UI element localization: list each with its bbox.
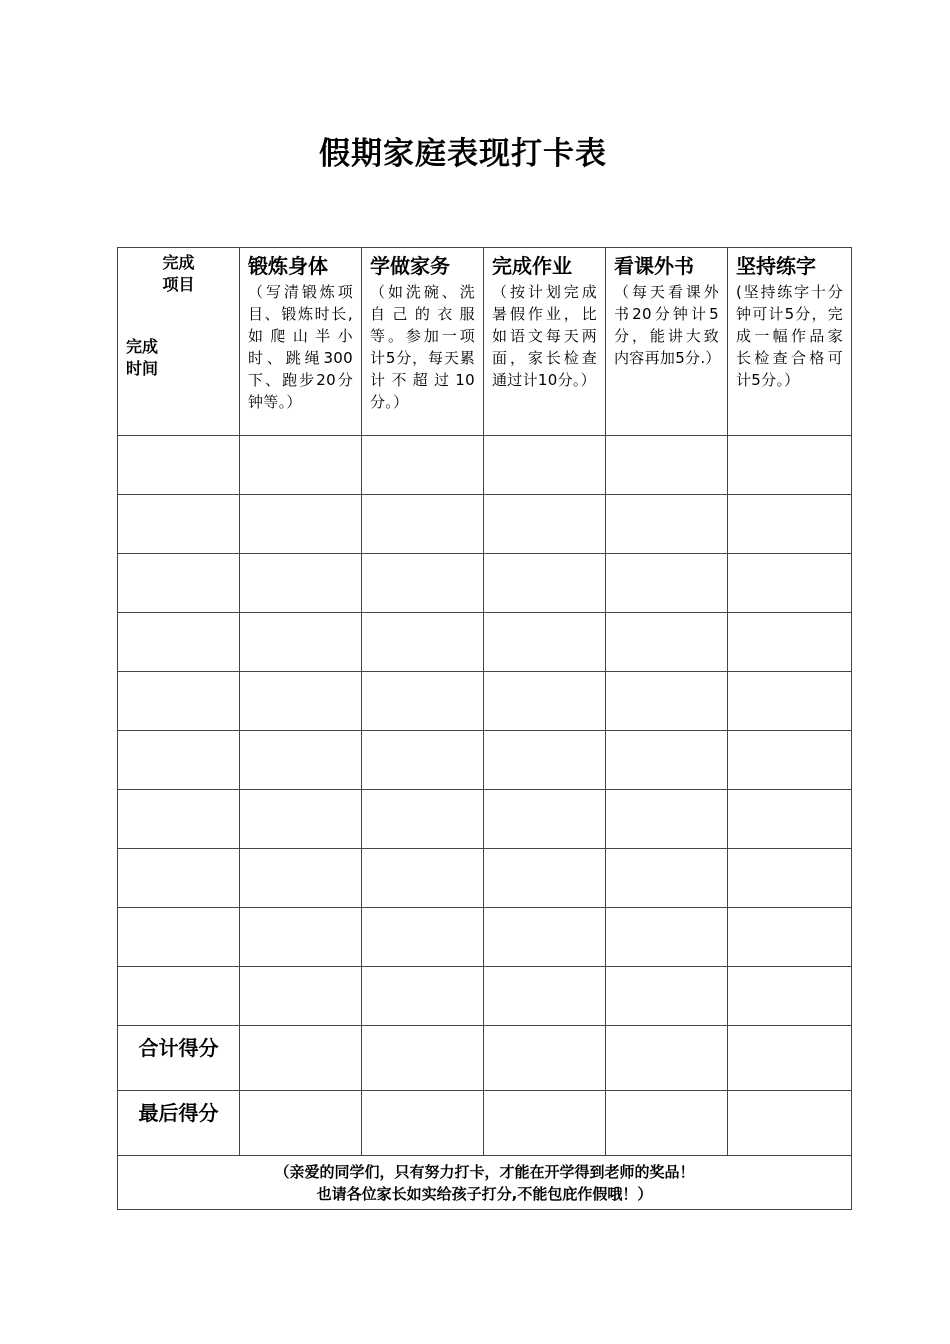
score-cell[interactable] [484,1026,606,1091]
check-in-cell[interactable] [728,908,852,967]
check-in-cell[interactable] [606,731,728,790]
table-header-row [118,248,852,436]
date-cell[interactable] [118,495,240,554]
check-in-cell[interactable] [606,554,728,613]
check-in-cell[interactable] [362,554,484,613]
check-in-cell[interactable] [484,672,606,731]
column-header-calligraphy [728,248,852,436]
check-in-cell[interactable] [240,849,362,908]
check-in-cell[interactable] [240,731,362,790]
corner-label-complete-2: 完成 [126,337,159,356]
column-description: （如洗碗、洗自己的衣服等。参加一项计5分，每天累计不超过10分。） [370,283,475,411]
check-in-cell[interactable] [484,613,606,672]
corner-label-complete: 完成 [162,253,195,272]
check-in-cell[interactable] [484,849,606,908]
page-title: 假期家庭表现打卡表 [319,136,607,172]
table-row [118,790,852,849]
date-cell[interactable] [118,554,240,613]
check-in-cell[interactable] [728,849,852,908]
column-header-reading [606,248,728,436]
score-cell[interactable] [240,1091,362,1156]
footer-line-1: （亲爱的同学们，只有努力打卡，才能在开学得到老师的奖品！ [274,1162,695,1181]
table-row [118,908,852,967]
column-title: 坚持练字 [736,254,816,278]
check-in-cell[interactable] [484,790,606,849]
score-cell[interactable] [728,1026,852,1091]
check-in-cell[interactable] [362,790,484,849]
check-in-cell[interactable] [240,790,362,849]
check-in-cell[interactable] [606,908,728,967]
table-row [118,849,852,908]
footer-note [118,1156,852,1210]
score-cell[interactable] [728,1091,852,1156]
table-row [118,436,852,495]
check-in-cell[interactable] [728,436,852,495]
score-cell[interactable] [606,1026,728,1091]
check-in-cell[interactable] [362,908,484,967]
score-cell[interactable] [240,1026,362,1091]
column-header-homework [484,248,606,436]
table-row [118,613,852,672]
check-in-cell[interactable] [728,613,852,672]
date-cell[interactable] [118,908,240,967]
date-cell[interactable] [118,613,240,672]
check-in-cell[interactable] [362,672,484,731]
date-cell[interactable] [118,967,240,1026]
check-in-cell[interactable] [240,554,362,613]
score-cell[interactable] [362,1091,484,1156]
column-title: 看课外书 [614,254,694,278]
footer-line-2: 也请各位家长如实给孩子打分,不能包庇作假哦！） [316,1184,653,1203]
date-cell[interactable] [118,672,240,731]
check-in-cell[interactable] [362,731,484,790]
column-description: （按计划完成暑假作业，比如语文每天两面，家长检查通过计10分。） [492,283,597,389]
table-row [118,495,852,554]
final-score-row [118,1091,852,1156]
check-in-cell[interactable] [728,790,852,849]
column-description: （写清锻炼项目、锻炼时长,如爬山半小时、跳绳300下、跑步20分钟等。） [248,283,353,411]
score-cell[interactable] [362,1026,484,1091]
check-in-cell[interactable] [362,967,484,1026]
total-score-label: 合计得分 [118,1026,240,1091]
check-in-cell[interactable] [484,436,606,495]
check-in-cell[interactable] [240,672,362,731]
check-in-cell[interactable] [362,495,484,554]
check-in-cell[interactable] [606,495,728,554]
table-row [118,967,852,1026]
check-in-cell[interactable] [728,495,852,554]
check-in-cell[interactable] [484,731,606,790]
check-in-cell[interactable] [728,554,852,613]
check-in-cell[interactable] [728,672,852,731]
check-in-cell[interactable] [362,613,484,672]
check-in-cell[interactable] [240,908,362,967]
corner-label-time: 时间 [126,359,159,378]
check-in-cell[interactable] [728,731,852,790]
check-in-cell[interactable] [606,790,728,849]
check-in-cell[interactable] [484,495,606,554]
column-title: 学做家务 [370,254,450,278]
check-in-cell[interactable] [362,436,484,495]
check-in-cell[interactable] [240,613,362,672]
check-in-cell[interactable] [606,613,728,672]
column-title: 锻炼身体 [248,254,328,278]
check-in-cell[interactable] [484,967,606,1026]
check-in-cell[interactable] [240,967,362,1026]
column-description: (坚持练字十分钟可计5分，完成一幅作品家长检查合格可计5分。） [736,283,843,389]
date-cell[interactable] [118,731,240,790]
total-score-row [118,1026,852,1091]
column-title: 完成作业 [492,254,572,278]
table-row [118,554,852,613]
date-cell[interactable] [118,436,240,495]
check-in-cell[interactable] [484,908,606,967]
score-cell[interactable] [606,1091,728,1156]
check-in-cell[interactable] [484,554,606,613]
column-header-exercise [240,248,362,436]
check-in-cell[interactable] [240,436,362,495]
check-in-cell[interactable] [606,436,728,495]
table-row [118,672,852,731]
check-in-cell[interactable] [606,672,728,731]
corner-label-item: 项目 [162,275,195,294]
footer-row [118,1156,852,1210]
check-in-cell[interactable] [606,967,728,1026]
check-in-cell[interactable] [240,495,362,554]
check-in-cell[interactable] [606,849,728,908]
check-in-cell[interactable] [362,849,484,908]
table-row [118,731,852,790]
column-description: （每天看课外书20分钟计5分，能讲大致内容再加5分.） [614,283,721,367]
date-cell[interactable] [118,790,240,849]
final-score-label: 最后得分 [118,1091,240,1156]
corner-header-cell [118,248,240,436]
date-cell[interactable] [118,849,240,908]
column-header-housework [362,248,484,436]
score-cell[interactable] [484,1091,606,1156]
check-in-cell[interactable] [728,967,852,1026]
check-in-table [117,247,852,1210]
